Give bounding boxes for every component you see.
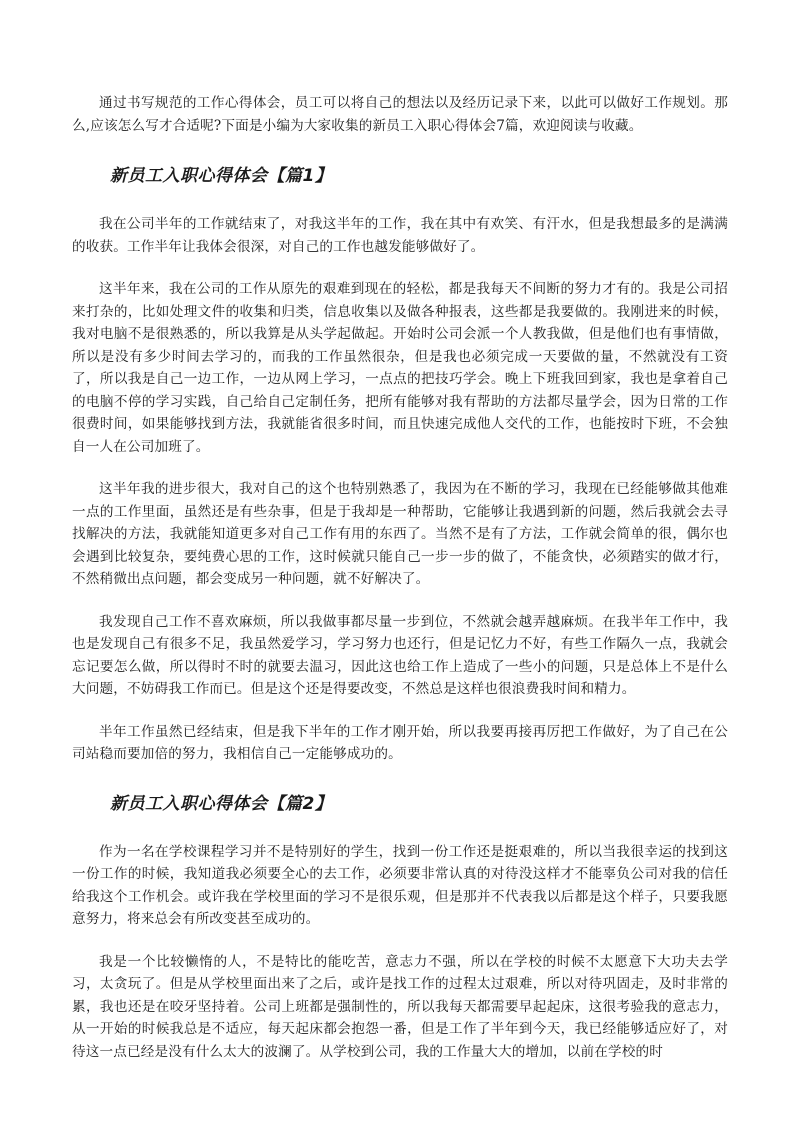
section-paragraph: 我是一个比较懒惰的人，不是特比的能吃苦，意志力不强，所以在学校的时候不太愿意下大功夫去学习，太贪玩了。但是从学校里面出来了之后，或许是找工作的过程太过艰难，所以对待巩固走，及时非常的累，我也还是在咬牙坚持着。公司上班都是强制性的，所以我每天都需要早起起床，这很考验我的意志力，从一开始的时候我总是不适应，每天起床都会抱怨一番，但是工作了半年到今天，我已经能够适应好了，对待这一点已经是没有什么太大的波澜了。从学校到公司，我的工作量大大的增加，以前在学校的时 [72,953,728,1060]
section-paragraph: 我在公司半年的工作就结束了，对我这半年的工作，我在其中有欢笑、有汗水，但是我想最多的是满满的收获。工作半年让我体会很深，对自己的工作也越发能够做好了。 [72,216,728,255]
section-paragraph: 半年工作虽然已经结束，但是我下半年的工作才刚开始，所以我要再接再厉把工作做好，为了自己在公司站稳而要加倍的努力，我相信自己一定能够成功的。 [72,723,728,762]
section-paragraph: 作为一名在学校课程学习并不是特别好的学生，找到一份工作还是挺艰难的，所以当我很幸运的找到这一份工作的时候，我知道我必须要全心的去工作，必须要非常认真的对待没这样才不能辜负公司对我的信任给我这个工作机会。或许我在学校里面的学习不是很乐观，但是那并不代表我以后都是这个样子，只要我愿意努力，将来总会有所改变甚至成功的。 [72,843,728,927]
section-1 [72,164,728,766]
section-paragraph: 这半年我的进步很大，我对自己的这个也特别熟悉了，我因为在不断的学习，我现在已经能够做其他难一点的工作里面，虽然还是有些杂事，但是于我却是一种帮助，它能够让我遇到新的问题，然后我就会去寻找解决的方法，我就能知道更多对自己工作有用的东西了。当然不是有了方法，工作就会简单的很，偶尔也会遇到比较复杂，要纯费心思的工作，这时候就只能自己一步一步的做了，不能贪快，必须踏实的做才行，不然稍微出点问题，都会变成另一种问题，就不好解决了。 [72,481,728,587]
section-paragraph: 我发现自己工作不喜欢麻烦，所以我做事都尽量一步到位，不然就会越弄越麻烦。在我半年工作中，我也是发现自己有很多不足，我虽然爱学习，学习努力也还行，但是记忆力不好，有些工作隔久一点，我就会忘记要怎么做，所以得时不时的就要去温习，因此这也给工作上造成了一些小的问题，只是总体上不是什么大问题，不妨碍我工作而已。但是这个还是得要改变，不然总是这样也很浪费我时间和精力。 [72,613,728,697]
intro-paragraph: 通过书写规范的工作心得体会，员工可以将自己的想法以及经历记录下来，以此可以做好工作规划。那么,应该怎么写才合适呢?下面是小编为大家收集的新员工入职心得体会7篇，欢迎阅读与收藏。 [72,95,728,134]
section-2 [72,792,728,1064]
section-paragraph: 这半年来，我在公司的工作从原先的艰难到现在的轻松，都是我每天不间断的努力才有的。我是公司招来打杂的，比如处理文件的收集和归类，信息收集以及做各种报表，这些都是我要做的。我刚进来的时候，我对电脑不是很熟悉的，所以我算是从头学起做起。开始时公司会派一个人教我做，但是他们也有事情做，所以是没有多少时间去学习的，而我的工作虽然很杂，但是我也必须完成一天要做的量，不然就没有工资了，所以我是自己一边工作，一边从网上学习，一点点的把技巧学会。晚上下班我回到家，我也是拿着自己的电脑不停的学习实践，自己给自己定制任务，把所有能够对我有帮助的方法都尽量学会，因为日常的工作很费时间，如果能够找到方法，我就能省很多时间，而且快速完成他人交代的工作，也能按时下班，不会独自一人在公司加班了。 [72,281,728,455]
document-page [72,92,728,1063]
section-title: 新员工入职心得体会【篇2】 [110,793,333,814]
section-title: 新员工入职心得体会【篇1】 [110,166,333,186]
